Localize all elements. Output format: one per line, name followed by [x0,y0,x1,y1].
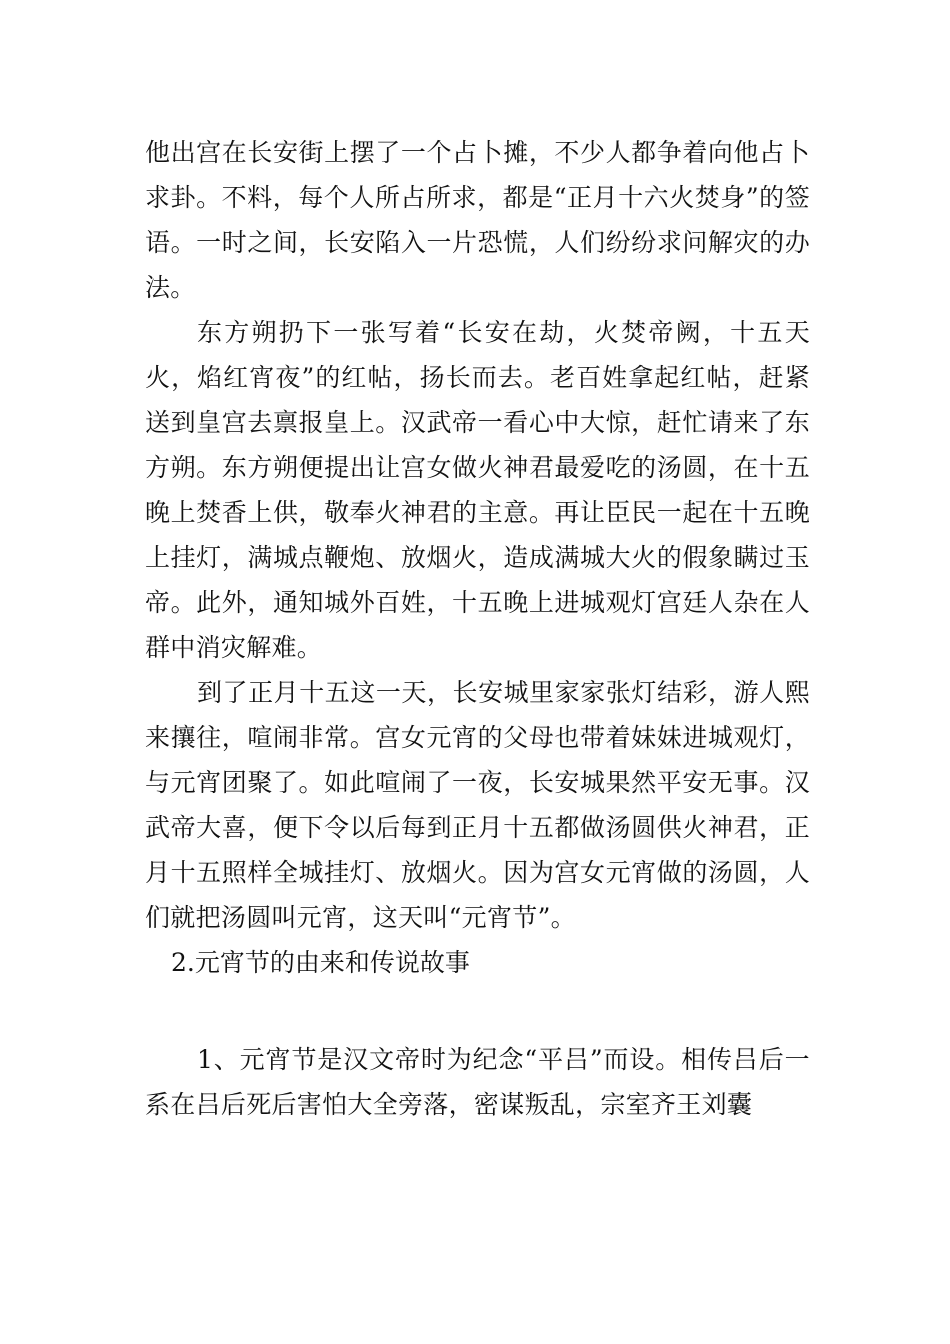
paragraph-3: 到了正月十五这一天，长安城里家家张灯结彩，游人熙来攘往，喧闹非常。宫女元宵的父母也带着妹妹进城观灯，与元宵团聚了。如此喧闹了一夜，长安城果然平安无事。汉武帝大喜，便下令以后每到正月十五都做汤圆供火神君，正月十五照样全城挂灯、放烟火。因为宫女元宵做的汤圆，人们就把汤圆叫元宵，这天叫“元宵节”。 [145,678,810,932]
paragraph-1: 他出宫在长安街上摆了一个占卜摊，不少人都争着向他占卜求卦。不料，每个人所占所求，都是“正月十六火焚身”的签语。一时之间，长安陷入一片恐慌，人们纷纷求问解灾的办法。 [145,138,810,302]
blank-line [145,985,810,1037]
document-page [145,130,810,1127]
paragraph-2: 东方朔扔下一张写着“长安在劫，火焚帝阙，十五天火，焰红宵夜”的红帖，扬长而去。老百姓拿起红帖，赶紧送到皇宫去禀报皇上。汉武帝一看心中大惊，赶忙请来了东方朔。东方朔便提出让宫女做火神君最爱吃的汤圆，在十五晚上焚香上供，敬奉火神君的主意。再让臣民一起在十五晚上挂灯，满城点鞭炮、放烟火，造成满城大火的假象瞒过玉帝。此外，通知城外百姓，十五晚上进城观灯宫廷人杂在人群中消灾解难。 [145,318,810,662]
paragraph-4: 1、元宵节是汉文帝时为纪念“平吕”而设。相传吕后一系在吕后死后害怕大全旁落，密谋叛乱，宗室齐王刘囊 [145,1045,810,1119]
section-heading: 2.元宵节的由来和传说故事 [171,948,470,977]
